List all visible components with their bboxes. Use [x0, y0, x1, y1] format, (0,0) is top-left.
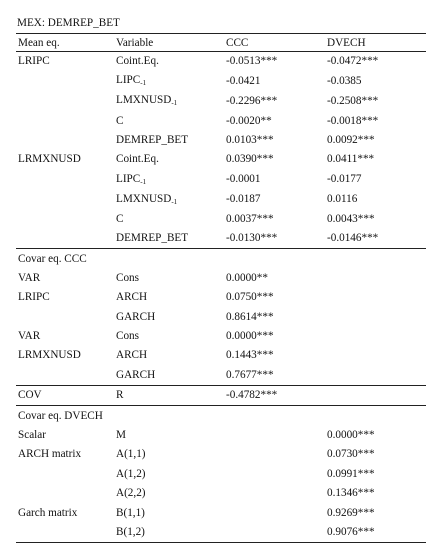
cell-text: -0.2296*** — [226, 94, 278, 107]
dvech-cell — [325, 445, 426, 464]
row-label-cell — [16, 406, 114, 426]
table-body — [16, 52, 426, 543]
table-row — [16, 308, 426, 327]
cell-text: -0.0020** — [226, 114, 272, 127]
row-label-cell — [16, 91, 114, 111]
cell-text: -0.4782*** — [226, 389, 278, 402]
cell-text: LRIPC — [18, 291, 50, 304]
variable-cell — [114, 445, 224, 464]
ccc-cell — [224, 445, 325, 464]
cell-text: -0.0177 — [327, 173, 362, 186]
cell-text: Garch matrix — [18, 506, 78, 519]
table-row — [16, 346, 426, 365]
variable-cell — [114, 111, 224, 130]
cell-text: -0.0187 — [226, 193, 261, 206]
cell-text: 0.9076*** — [327, 526, 375, 538]
variable-cell — [114, 484, 224, 503]
table-row — [16, 366, 426, 386]
table-row — [16, 249, 426, 269]
table-row — [16, 71, 426, 91]
cell-text: LRMXNUSD — [18, 153, 81, 166]
cell-text: A(2,2) — [116, 487, 146, 500]
cell-text: ARCH matrix — [18, 448, 82, 461]
ccc-cell — [224, 327, 325, 346]
ccc-cell — [224, 308, 325, 327]
table-row — [16, 503, 426, 522]
row-label-cell — [16, 131, 114, 150]
lag-subscript: -1 — [171, 99, 178, 108]
table-row — [16, 426, 426, 445]
cell-text: C — [116, 212, 124, 225]
cell-text: 0.7677*** — [226, 368, 274, 381]
ccc-cell — [224, 150, 325, 169]
row-label-cell — [16, 150, 114, 169]
variable-cell — [114, 386, 224, 406]
ccc-cell — [224, 288, 325, 307]
cell-text: Covar eq. CCC — [18, 252, 87, 265]
cell-text: R — [116, 389, 124, 402]
header-ccc: CCC — [224, 34, 325, 52]
dvech-cell — [325, 366, 426, 386]
ccc-cell — [224, 71, 325, 91]
variable-cell — [114, 269, 224, 288]
cell-text: 0.0092*** — [327, 133, 375, 146]
cell-text: Cons — [116, 271, 140, 284]
variable-cell — [114, 170, 224, 190]
cell-text: Scalar — [18, 429, 46, 442]
row-label-cell — [16, 426, 114, 445]
variable-cell — [114, 288, 224, 307]
table-row — [16, 484, 426, 503]
row-label-cell — [16, 288, 114, 307]
cell-text: Cons — [116, 330, 140, 343]
variable-cell — [114, 150, 224, 169]
cell-text: ARCH — [116, 349, 148, 362]
ccc-cell — [224, 52, 325, 72]
variable-cell — [114, 308, 224, 327]
cell-text: 0.1346*** — [327, 487, 375, 500]
cell-text: VAR — [18, 271, 41, 284]
table-row — [16, 386, 426, 406]
cell-text: DEMREP_BET — [116, 232, 189, 245]
cell-text: -0.0421 — [226, 74, 261, 87]
dvech-cell — [325, 170, 426, 190]
table-row — [16, 465, 426, 484]
cell-text: 0.0411*** — [327, 153, 375, 166]
row-label-cell — [16, 445, 114, 464]
row-label-cell — [16, 523, 114, 543]
variable-cell — [114, 465, 224, 484]
cell-text: 0.0116 — [327, 193, 358, 206]
cell-text: -0.2508*** — [327, 94, 379, 107]
cell-text: 0.0000*** — [226, 330, 274, 343]
table-row — [16, 406, 426, 426]
row-label-cell — [16, 170, 114, 190]
cell-text: 0.0000*** — [327, 429, 375, 442]
table-row — [16, 52, 426, 72]
cell-text: 0.0390*** — [226, 153, 274, 166]
row-label-cell — [16, 269, 114, 288]
variable-cell — [114, 131, 224, 150]
ccc-cell — [224, 366, 325, 386]
cell-text: B(1,2) — [116, 526, 145, 538]
row-label-cell — [16, 346, 114, 365]
dvech-cell — [325, 327, 426, 346]
cell-text: Coint.Eq. — [116, 55, 159, 68]
variable-cell — [114, 249, 224, 269]
table-row — [16, 327, 426, 346]
ccc-cell — [224, 269, 325, 288]
row-label-cell — [16, 465, 114, 484]
cell-text: 0.0037*** — [226, 212, 274, 225]
cell-text: -0.0146*** — [327, 232, 379, 245]
cell-text: 0.0730*** — [327, 448, 375, 461]
estimation-results-table — [16, 33, 426, 543]
cell-text: A(1,1) — [116, 448, 146, 461]
table-row — [16, 150, 426, 169]
ccc-cell — [224, 131, 325, 150]
variable-cell — [114, 71, 224, 91]
cell-text: 0.8614*** — [226, 310, 274, 323]
ccc-cell — [224, 346, 325, 365]
dvech-cell — [325, 131, 426, 150]
dvech-cell — [325, 150, 426, 169]
row-label-cell — [16, 229, 114, 249]
variable-cell — [114, 91, 224, 111]
ccc-cell — [224, 503, 325, 522]
row-label-cell — [16, 366, 114, 386]
cell-text: 0.0750*** — [226, 291, 274, 304]
row-label-cell — [16, 386, 114, 406]
table-row — [16, 190, 426, 210]
dvech-cell — [325, 426, 426, 445]
row-label-cell — [16, 503, 114, 522]
dvech-cell — [325, 52, 426, 72]
table-row — [16, 269, 426, 288]
dvech-cell — [325, 308, 426, 327]
header-variable: Variable — [114, 34, 224, 52]
dvech-cell — [325, 91, 426, 111]
row-label-cell — [16, 71, 114, 91]
header-mean-eq: Mean eq. — [16, 34, 114, 52]
ccc-cell — [224, 190, 325, 210]
dvech-cell — [325, 190, 426, 210]
table-row — [16, 523, 426, 543]
variable-cell — [114, 190, 224, 210]
cell-text: -0.0018*** — [327, 114, 379, 127]
cell-text: COV — [18, 389, 42, 402]
variable-cell — [114, 210, 224, 229]
header-row — [16, 34, 426, 52]
variable-cell — [114, 327, 224, 346]
row-label-cell — [16, 52, 114, 72]
dvech-cell — [325, 465, 426, 484]
dvech-cell — [325, 249, 426, 269]
table-row — [16, 288, 426, 307]
lag-subscript: -1 — [140, 177, 147, 186]
ccc-cell — [224, 386, 325, 406]
table-row — [16, 111, 426, 130]
variable-cell — [114, 52, 224, 72]
cell-text: -0.0130*** — [226, 232, 278, 245]
ccc-cell — [224, 170, 325, 190]
ccc-cell — [224, 484, 325, 503]
cell-text: LMXNUSD — [116, 192, 172, 205]
cell-text: ARCH — [116, 291, 148, 304]
dvech-cell — [325, 269, 426, 288]
dvech-cell — [325, 288, 426, 307]
variable-cell — [114, 426, 224, 445]
cell-text: 0.0043*** — [327, 212, 375, 225]
lag-subscript: -1 — [140, 79, 147, 88]
cell-text: B(1,1) — [116, 506, 145, 519]
lag-subscript: -1 — [171, 197, 178, 206]
ccc-cell — [224, 465, 325, 484]
cell-text: LMXNUSD — [116, 94, 172, 107]
ccc-cell — [224, 210, 325, 229]
dvech-cell — [325, 523, 426, 543]
cell-text: C — [116, 114, 124, 127]
cell-text: 0.0103*** — [226, 133, 274, 146]
variable-cell — [114, 229, 224, 249]
ccc-cell — [224, 249, 325, 269]
dvech-cell — [325, 229, 426, 249]
cell-text: LRIPC — [18, 55, 50, 68]
variable-cell — [114, 346, 224, 365]
dvech-cell — [325, 346, 426, 365]
cell-text: 0.0991*** — [327, 467, 375, 480]
cell-text: LIPC — [116, 74, 141, 87]
cell-text: -0.0513*** — [226, 55, 278, 68]
ccc-cell — [224, 229, 325, 249]
ccc-cell — [224, 523, 325, 543]
variable-cell — [114, 503, 224, 522]
row-label-cell — [16, 190, 114, 210]
table-row — [16, 170, 426, 190]
cell-text: VAR — [18, 330, 41, 343]
row-label-cell — [16, 327, 114, 346]
table-title: MEX: DEMREP_BET — [17, 17, 120, 29]
cell-text: -0.0001 — [226, 173, 261, 186]
cell-text: A(1,2) — [116, 467, 146, 480]
cell-text: DEMREP_BET — [116, 133, 189, 146]
ccc-cell — [224, 406, 325, 426]
dvech-cell — [325, 484, 426, 503]
table-row — [16, 91, 426, 111]
cell-text: 0.0000** — [226, 271, 268, 284]
cell-text: GARCH — [116, 368, 156, 381]
dvech-cell — [325, 71, 426, 91]
ccc-cell — [224, 426, 325, 445]
dvech-cell — [325, 503, 426, 522]
dvech-cell — [325, 210, 426, 229]
variable-cell — [114, 366, 224, 386]
cell-text: Coint.Eq. — [116, 153, 159, 166]
row-label-cell — [16, 308, 114, 327]
cell-text: 0.9269*** — [327, 506, 375, 519]
row-label-cell — [16, 210, 114, 229]
cell-text: GARCH — [116, 310, 156, 323]
table-row — [16, 210, 426, 229]
cell-text: -0.0385 — [327, 74, 362, 87]
row-label-cell — [16, 249, 114, 269]
dvech-cell — [325, 111, 426, 130]
ccc-cell — [224, 111, 325, 130]
dvech-cell — [325, 406, 426, 426]
table-row — [16, 445, 426, 464]
variable-cell — [114, 523, 224, 543]
table-row — [16, 229, 426, 249]
ccc-cell — [224, 91, 325, 111]
variable-cell — [114, 406, 224, 426]
row-label-cell — [16, 484, 114, 503]
cell-text: -0.0472*** — [327, 55, 379, 68]
cell-text: 0.1443*** — [226, 349, 274, 362]
cell-text: M — [116, 429, 126, 442]
header-dvech: DVECH — [325, 34, 426, 52]
table-row — [16, 131, 426, 150]
dvech-cell — [325, 386, 426, 406]
cell-text: LIPC — [116, 172, 141, 185]
cell-text: LRMXNUSD — [18, 349, 81, 362]
cell-text: Covar eq. DVECH — [18, 409, 103, 422]
row-label-cell — [16, 111, 114, 130]
